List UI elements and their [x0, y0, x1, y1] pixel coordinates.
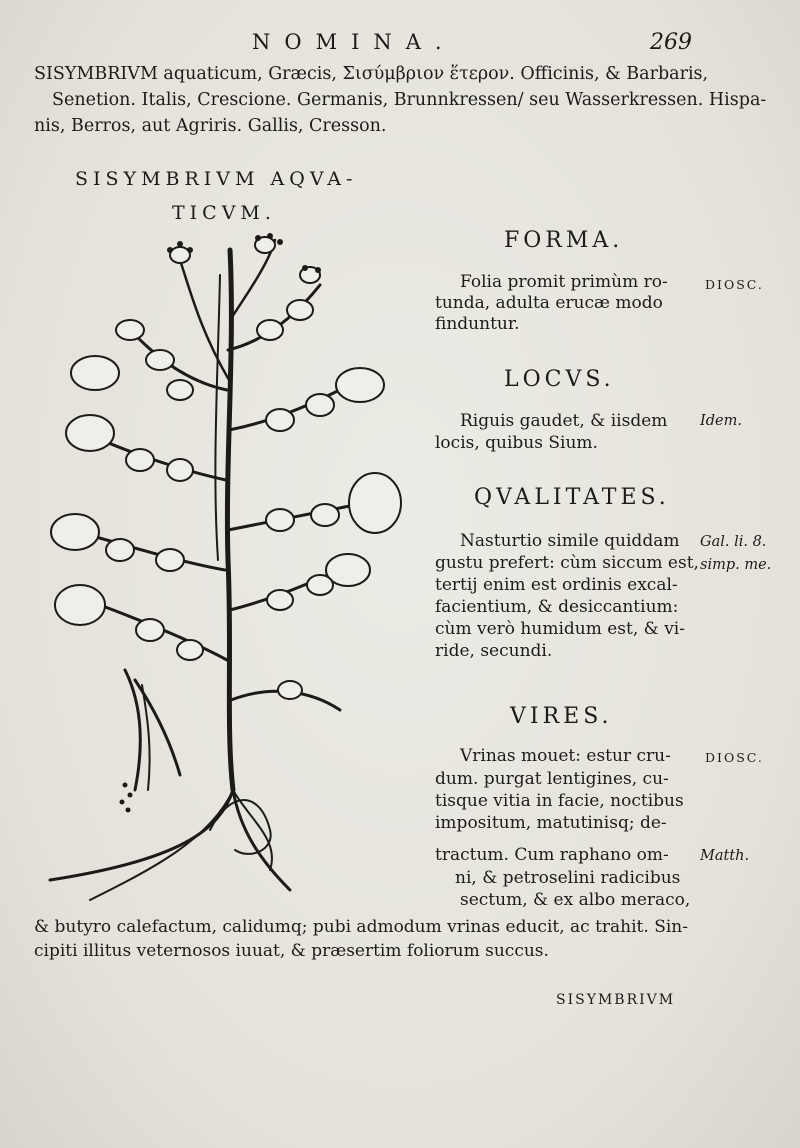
forma-line-1: Folia promit primùm ro-: [460, 272, 668, 292]
forma-margin-note: DIOSC.: [705, 277, 764, 292]
vires-line-3: tisque vitia in facie, noctibus: [435, 791, 684, 811]
qualitates-margin-note-2: simp. me.: [700, 557, 772, 573]
vires-margin-note-2: Matth.: [700, 848, 750, 864]
vires-line-6: ni, & petroselini radicibus: [455, 868, 681, 888]
page-number: 269: [650, 30, 692, 55]
qualitates-line-4: facientium, & desiccantium:: [435, 597, 679, 617]
nomina-line-1: SISYMBRIVM aquaticum, Græcis, Σισύμβριον ἕτερον. Officinis, & Barbaris,: [34, 64, 709, 84]
vires-line-4: impositum, matutinisq; de-: [435, 813, 667, 833]
forma-line-3: finduntur.: [435, 314, 520, 334]
qualitates-line-3: tertij enim est ordinis excal-: [435, 575, 678, 595]
vires-line-5: tractum. Cum raphano om-: [435, 845, 669, 865]
vires-line-2: dum. purgat lentigines, cu-: [435, 769, 669, 789]
forma-heading: FORMA.: [504, 228, 624, 253]
locus-line-2: locis, quibus Sium.: [435, 433, 598, 453]
closing-line-2: cipiti illitus veternosos iuuat, & præsertim foliorum succus.: [34, 941, 549, 961]
vires-line-1: Vrinas mouet: estur cru-: [460, 746, 671, 766]
qualitates-margin-note-1: Gal. li. 8.: [700, 534, 767, 550]
plate-title-line-1: SISYMBRIVM AQVA-: [75, 168, 358, 190]
locus-line-1: Riguis gaudet, & iisdem: [460, 411, 668, 431]
qualitates-line-2: gustu prefert: cùm siccum est,: [435, 553, 699, 573]
vires-margin-note-1: DIOSC.: [705, 750, 764, 765]
qualitates-line-5: cùm verò humidum est, & vi-: [435, 619, 685, 639]
plate-title-line-2: TICVM.: [172, 202, 276, 224]
running-head: NOMINA.: [252, 30, 456, 54]
nomina-line-3: nis, Berros, aut Agriris. Gallis, Cresson.: [34, 116, 387, 136]
forma-line-2: tunda, adulta erucæ modo: [435, 293, 663, 313]
catchword: SISYMBRIVM: [556, 992, 676, 1008]
closing-line-1: & butyro calefactum, calidumq; pubi admodum vrinas educit, ac trahit. Sin-: [34, 917, 688, 937]
qualitates-line-1: Nasturtio simile quiddam: [460, 531, 680, 551]
qualitates-line-6: ride, secundi.: [435, 641, 553, 661]
qualitates-heading: QVALITATES.: [474, 485, 670, 510]
locus-margin-note: Idem.: [700, 413, 742, 429]
locus-heading: LOCVS.: [504, 367, 615, 392]
nomina-line-2: Senetion. Italis, Crescione. Germanis, Brunnkressen/ seu Wasserkressen. Hispa-: [52, 90, 767, 110]
plant-woodcut-illustration: [30, 230, 410, 920]
vires-line-7: sectum, & ex albo meraco,: [460, 890, 691, 910]
vires-heading: VIRES.: [510, 704, 613, 729]
